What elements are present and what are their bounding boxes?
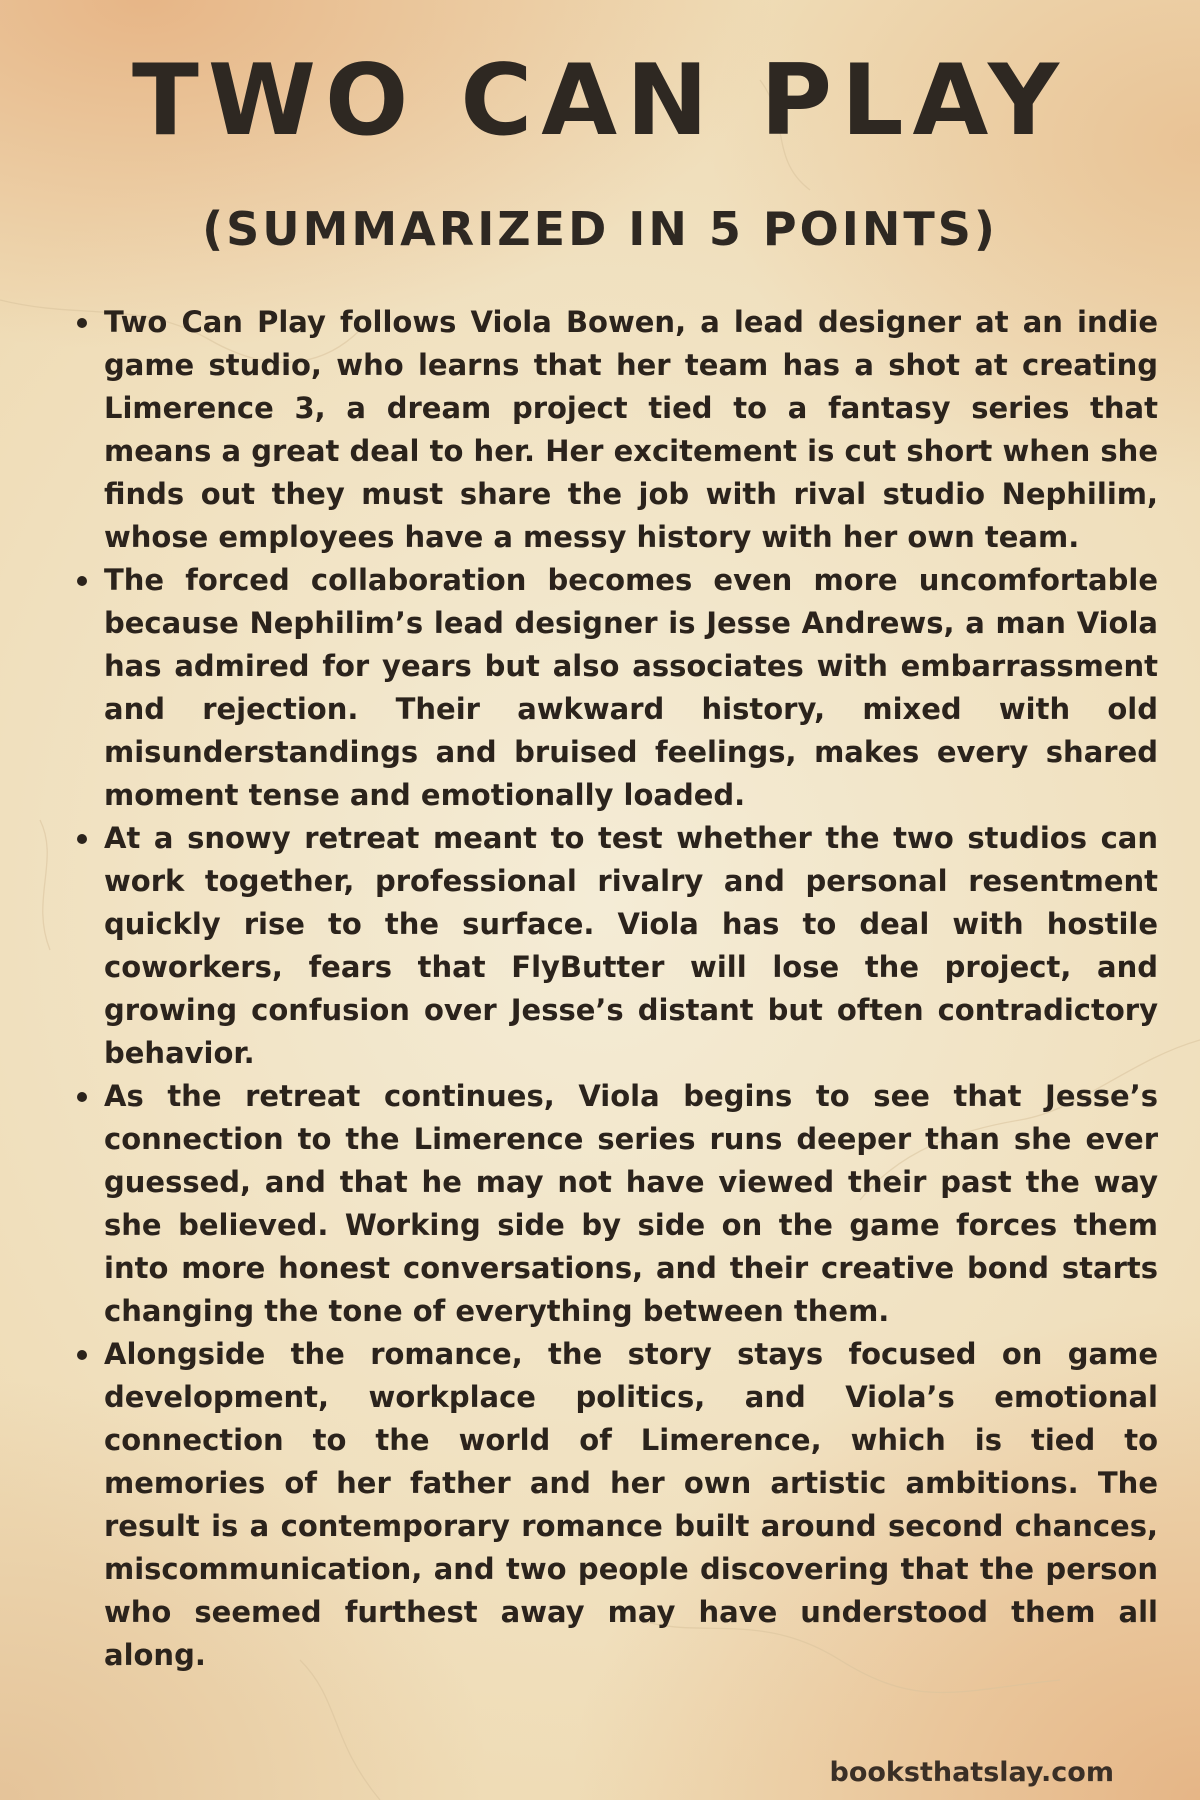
bullet-icon	[77, 318, 87, 328]
summary-point-text: As the retreat continues, Viola begins to see that Jesse’s connection to the Limerence series runs deeper than she ever guessed, and that he may not have viewed their past the way she believed. Working side by side on the game forces them into more honest conversations, and their creative bond starts changing the tone of everything between them.	[104, 1079, 1158, 1328]
summary-points-list	[72, 301, 1158, 1677]
bullet-icon	[77, 1092, 87, 1102]
summary-point-text: Two Can Play follows Viola Bowen, a lead designer at an indie game studio, who learns that her team has a shot at creating Limerence 3, a dream project tied to a fantasy series that means a great deal to her. Her excitement is cut short when she finds out they must share the job with rival studio Nephilim, whose employees have a messy history with her own team.	[104, 305, 1158, 554]
summary-point-text: The forced collaboration becomes even more uncomfortable because Nephilim’s lead designer is Jesse Andrews, a man Viola has admired for years but also associates with embarrassment and rejection. Their awkward history, mixed with old misunderstandings and bruised feelings, makes every shared moment tense and emotionally loaded.	[104, 563, 1158, 812]
summary-point-3	[104, 817, 1158, 1075]
summary-point-4	[104, 1075, 1158, 1333]
page-title: TWO CAN PLAY	[132, 44, 1068, 158]
summary-point-text: Alongside the romance, the story stays focused on game development, workplace politics, and Viola’s emotional connection to the world of Limerence, which is tied to memories of her father and her own artistic ambitions. The result is a contemporary romance built around second chances, miscommunication, and two people discovering that the person who seemed furthest away may have understood them all along.	[104, 1337, 1158, 1672]
summary-point-5	[104, 1333, 1158, 1677]
bullet-icon	[77, 1350, 87, 1360]
bullet-icon	[77, 576, 87, 586]
summary-point-1	[104, 301, 1158, 559]
summary-point-2	[104, 559, 1158, 817]
summary-point-text: At a snowy retreat meant to test whether the two studios can work together, professional rivalry and personal resentment quickly rise to the surface. Viola has to deal with hostile coworkers, fears that FlyButter will lose the project, and growing confusion over Jesse’s distant but often contradictory behavior.	[104, 821, 1158, 1070]
page-subtitle: (SUMMARIZED IN 5 POINTS)	[202, 202, 998, 256]
bullet-icon	[77, 834, 87, 844]
site-url: booksthatslay.com	[829, 1757, 1114, 1788]
